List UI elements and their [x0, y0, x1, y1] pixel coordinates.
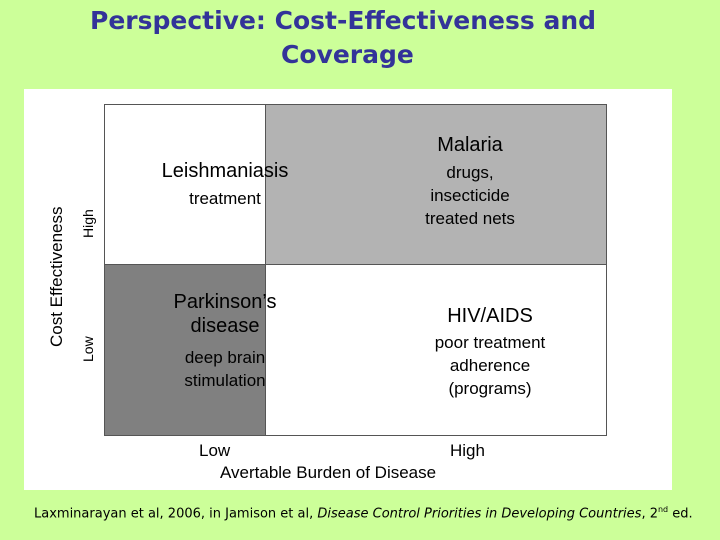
leishmaniasis-detail: treatment: [189, 189, 261, 208]
x-axis-low-label: Low: [199, 441, 231, 460]
leishmaniasis-heading: Leishmaniasis: [161, 160, 289, 182]
citation-prefix: Laxminarayan et al, 2006, in Jamison et al,: [34, 506, 318, 522]
y-axis-high-label: High: [80, 209, 96, 238]
slide-title: [60, 4, 640, 72]
y-axis-label: Cost Effectiveness: [47, 206, 66, 347]
x-axis-label: Avertable Burden of Disease: [220, 463, 437, 482]
citation-end: ed.: [668, 506, 693, 522]
citation-edition: , 2: [641, 506, 658, 522]
parkinsons-detail: [122, 346, 328, 392]
title-line-1: Perspective: Cost-Effectiveness and: [90, 6, 597, 35]
malaria-detail: [380, 161, 560, 230]
citation-ordinal: nd: [657, 505, 669, 514]
hiv-detail-line: (programs): [448, 379, 532, 398]
parkinsons-detail-line: deep brain: [184, 348, 266, 367]
hiv-detail-line: adherence: [449, 356, 531, 375]
y-axis-low-label: Low: [80, 336, 96, 362]
malaria-detail-line: treated nets: [425, 209, 515, 228]
hiv-heading: HIV/AIDS: [447, 305, 533, 327]
citation-title: Disease Control Priorities in Developing Countries: [317, 506, 642, 522]
malaria-detail-line: insecticide: [430, 186, 510, 205]
malaria-heading: Malaria: [437, 134, 503, 156]
malaria-detail-line: drugs,: [446, 163, 494, 182]
parkinsons-heading: [122, 290, 328, 338]
parkinsons-heading-line: Parkinson’s: [173, 291, 277, 313]
x-axis-high-label: High: [450, 441, 485, 460]
title-line-2: Coverage: [281, 40, 414, 69]
parkinsons-heading-line: disease: [190, 315, 260, 337]
parkinsons-detail-line: stimulation: [184, 371, 266, 390]
citation: [34, 505, 693, 521]
quadrant-top-left: [104, 104, 265, 264]
hiv-detail-line: poor treatment: [434, 333, 546, 352]
hiv-detail: [390, 331, 590, 400]
